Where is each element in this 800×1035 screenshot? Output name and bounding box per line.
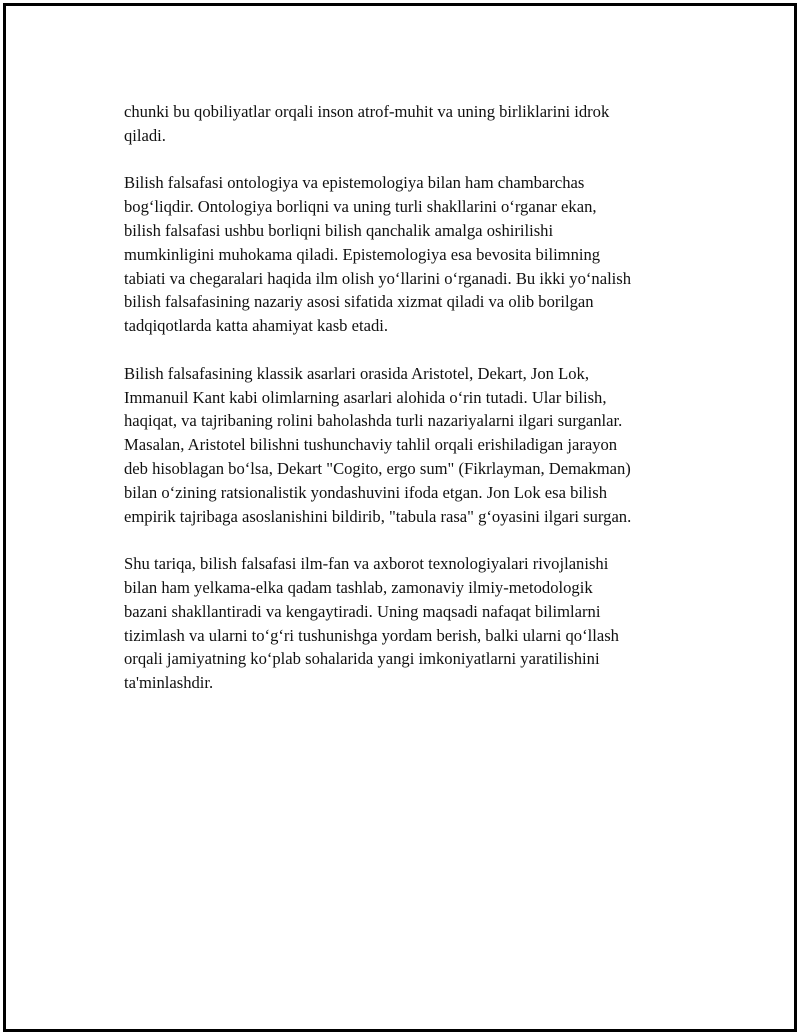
text-line: chunki bu qobiliyatlar orqali inson atrof-muhit va uning birliklarini idrok <box>124 102 610 121</box>
text-line: mumkinligini muhokama qiladi. Epistemologiya esa bevosita bilimning <box>124 244 601 264</box>
text-line: tizimlash va ularni to‘g‘ri tushunishga yordam berish, balki ularni qo‘llash <box>124 625 619 645</box>
text-line: empirik tajribaga asoslanishini bildirib, "tabula rasa" g‘oyasini ilgari surgan. <box>124 506 632 526</box>
paragraph-4 <box>124 552 704 695</box>
paragraph-2 <box>124 171 704 338</box>
text-line: bilish falsafasining nazariy asosi sifatida xizmat qiladi va olib borilgan <box>124 292 594 312</box>
text-line: ta'minlashdir. <box>124 673 214 693</box>
paragraph-3 <box>124 362 704 529</box>
document-page <box>3 3 797 1032</box>
text-line: Immanuil Kant kabi olimlarning asarlari alohida o‘rin tutadi. Ular bilish, <box>124 387 607 407</box>
text-line: tabiati va chegaralari haqida ilm olish yo‘llarini o‘rganadi. Bu ikki yo‘nalish <box>124 268 632 288</box>
paragraph-1 <box>124 100 704 148</box>
text-line: Bilish falsafasi ontologiya va epistemologiya bilan ham chambarchas <box>124 173 585 193</box>
text-line: orqali jamiyatning ko‘plab sohalarida yangi imkoniyatlarni yaratilishini <box>124 649 600 669</box>
document-body <box>124 100 704 719</box>
text-line: bilish falsafasi ushbu borliqni bilish qanchalik amalga oshirilishi <box>124 220 554 240</box>
text-line: bilan ham yelkama-elka qadam tashlab, zamonaviy ilmiy-metodologik <box>124 577 593 597</box>
text-line: deb hisoblagan bo‘lsa, Dekart "Cogito, ergo sum" (Fikrlayman, Demakman) <box>124 458 631 478</box>
text-line: bilan o‘zining ratsionalistik yondashuvini ifoda etgan. Jon Lok esa bilish <box>124 482 607 502</box>
text-line: Masalan, Aristotel bilishni tushunchaviy tahlil orqali erishiladigan jarayon <box>124 435 618 455</box>
text-line: bog‘liqdir. Ontologiya borliqni va uning turli shakllarini o‘rganar ekan, <box>124 197 597 217</box>
text-line: tadqiqotlarda katta ahamiyat kasb etadi. <box>124 316 389 336</box>
text-line: Shu tariqa, bilish falsafasi ilm-fan va axborot texnologiyalari rivojlanishi <box>124 554 609 574</box>
text-line: haqiqat, va tajribaning rolini baholashda turli nazariyalarni ilgari surganlar. <box>124 411 623 431</box>
text-line: Bilish falsafasining klassik asarlari orasida Aristotel, Dekart, Jon Lok, <box>124 363 589 383</box>
text-line: qiladi. <box>124 125 166 145</box>
text-line: bazani shakllantiradi va kengaytiradi. Uning maqsadi nafaqat bilimlarni <box>124 601 601 621</box>
